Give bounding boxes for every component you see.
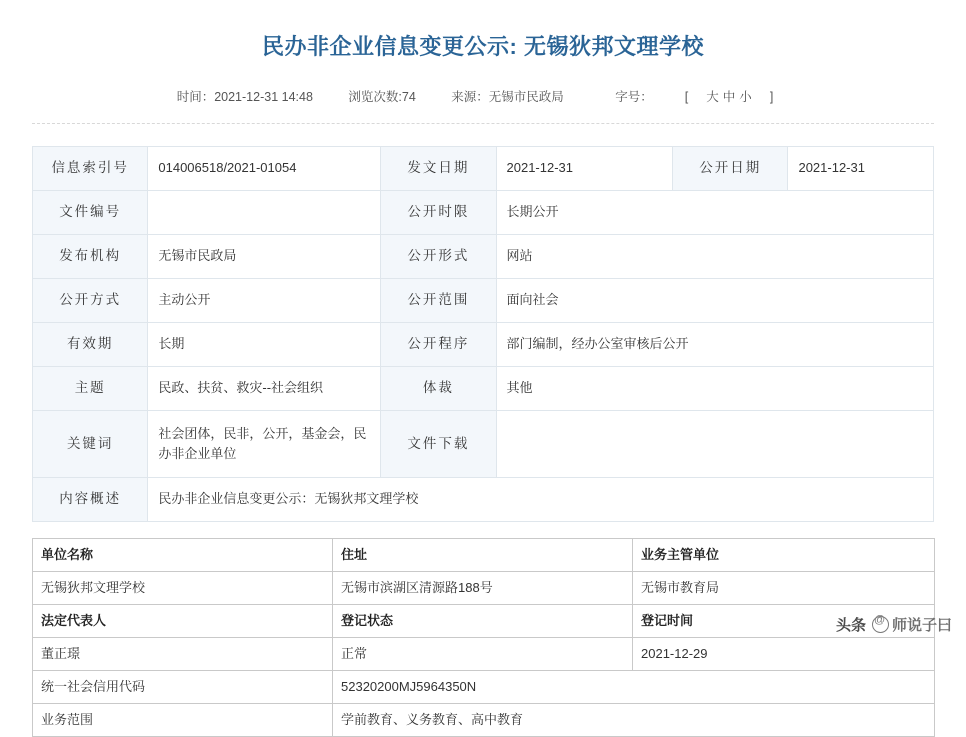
unit-header-cell: 登记状态 xyxy=(333,605,633,638)
info-table-wrapper xyxy=(32,146,934,522)
font-size-large[interactable]: 大 xyxy=(706,90,719,104)
unit-data-cell: 统一社会信用代码 xyxy=(33,671,333,704)
info-value: 2021-12-31 xyxy=(496,147,673,191)
unit-data-cell: 学前教育、义务教育、高中教育 xyxy=(333,704,935,737)
at-icon xyxy=(872,616,889,633)
table-row xyxy=(33,279,934,323)
platform-name: 头条 xyxy=(835,617,866,634)
unit-data-cell: 2021-12-29 xyxy=(633,638,935,671)
table-row xyxy=(33,638,935,671)
info-label: 有效期 xyxy=(33,323,148,367)
font-size-bracket-open: [ xyxy=(684,90,689,104)
info-value: 面向社会 xyxy=(496,279,933,323)
info-label: 主题 xyxy=(33,367,148,411)
font-size-switcher xyxy=(599,87,789,105)
unit-data-cell: 董正璟 xyxy=(33,638,333,671)
font-size-label: 字号： xyxy=(615,90,653,104)
unit-data-cell: 无锡狄邦文理学校 xyxy=(33,572,333,605)
unit-header-cell: 登记时间 xyxy=(633,605,935,638)
account-name: 师说子曰 xyxy=(891,617,952,634)
info-value: 014006518/2021-01054 xyxy=(148,147,381,191)
info-label: 公开方式 xyxy=(33,279,148,323)
info-label: 公开日期 xyxy=(673,147,788,191)
info-value: 网站 xyxy=(496,235,933,279)
info-value: 长期公开 xyxy=(496,191,933,235)
info-label: 发布机构 xyxy=(33,235,148,279)
info-label: 发文日期 xyxy=(381,147,496,191)
table-row xyxy=(33,367,934,411)
info-label: 文件编号 xyxy=(33,191,148,235)
info-label: 信息索引号 xyxy=(33,147,148,191)
info-value: 无锡市民政局 xyxy=(148,235,381,279)
watermark xyxy=(836,614,952,635)
unit-table xyxy=(32,538,935,737)
unit-header-cell: 法定代表人 xyxy=(33,605,333,638)
unit-data-cell: 业务范围 xyxy=(33,704,333,737)
unit-header-cell: 业务主管单位 xyxy=(633,539,935,572)
info-label: 公开范围 xyxy=(381,279,496,323)
source: 来源：无锡市民政局 xyxy=(451,90,564,104)
view-count: 浏览次数:74 xyxy=(348,90,416,104)
table-row xyxy=(33,704,935,737)
info-value: 民办非企业信息变更公示：无锡狄邦文理学校 xyxy=(148,478,934,522)
info-value: 部门编制，经办公室审核后公开 xyxy=(496,323,933,367)
info-label: 关键词 xyxy=(33,411,148,478)
info-label: 内容概述 xyxy=(33,478,148,522)
info-label: 公开形式 xyxy=(381,235,496,279)
page-title: 民办非企业信息变更公示: 无锡狄邦文理学校 xyxy=(262,34,704,59)
unit-data-cell: 无锡市滨湖区清源路188号 xyxy=(333,572,633,605)
table-row xyxy=(33,235,934,279)
info-value: 民政、扶贫、救灾--社会组织 xyxy=(148,367,381,411)
unit-data-cell: 正常 xyxy=(333,638,633,671)
table-row xyxy=(33,478,934,522)
info-label: 公开程序 xyxy=(381,323,496,367)
info-label: 体裁 xyxy=(381,367,496,411)
table-row xyxy=(33,539,935,572)
font-size-medium[interactable]: 中 xyxy=(722,90,736,104)
info-value: 其他 xyxy=(496,367,933,411)
info-value: 2021-12-31 xyxy=(788,147,934,191)
publish-time: 时间：2021-12-31 14:48 xyxy=(176,90,313,104)
info-value xyxy=(496,411,933,478)
table-row xyxy=(33,572,935,605)
info-value: 社会团体，民非，公开，基金会，民办非企业单位 xyxy=(148,411,381,478)
unit-table-wrapper xyxy=(32,538,934,737)
info-value xyxy=(148,191,381,235)
unit-header-cell: 住址 xyxy=(333,539,633,572)
table-row xyxy=(33,191,934,235)
info-value: 长期 xyxy=(148,323,381,367)
unit-header-cell: 单位名称 xyxy=(33,539,333,572)
unit-data-cell: 52320200MJ5964350N xyxy=(333,671,935,704)
table-row xyxy=(33,671,935,704)
article-meta xyxy=(0,87,966,105)
table-row xyxy=(33,605,935,638)
table-row xyxy=(33,323,934,367)
info-table xyxy=(32,146,934,522)
info-label: 公开时限 xyxy=(381,191,496,235)
info-label: 文件下载 xyxy=(381,411,496,478)
unit-data-cell: 无锡市教育局 xyxy=(633,572,935,605)
header-divider xyxy=(32,123,934,124)
font-size-small[interactable]: 小 xyxy=(739,90,752,104)
table-row xyxy=(33,147,934,191)
table-row xyxy=(33,411,934,478)
font-size-bracket-close: ] xyxy=(769,90,774,104)
info-value: 主动公开 xyxy=(148,279,381,323)
